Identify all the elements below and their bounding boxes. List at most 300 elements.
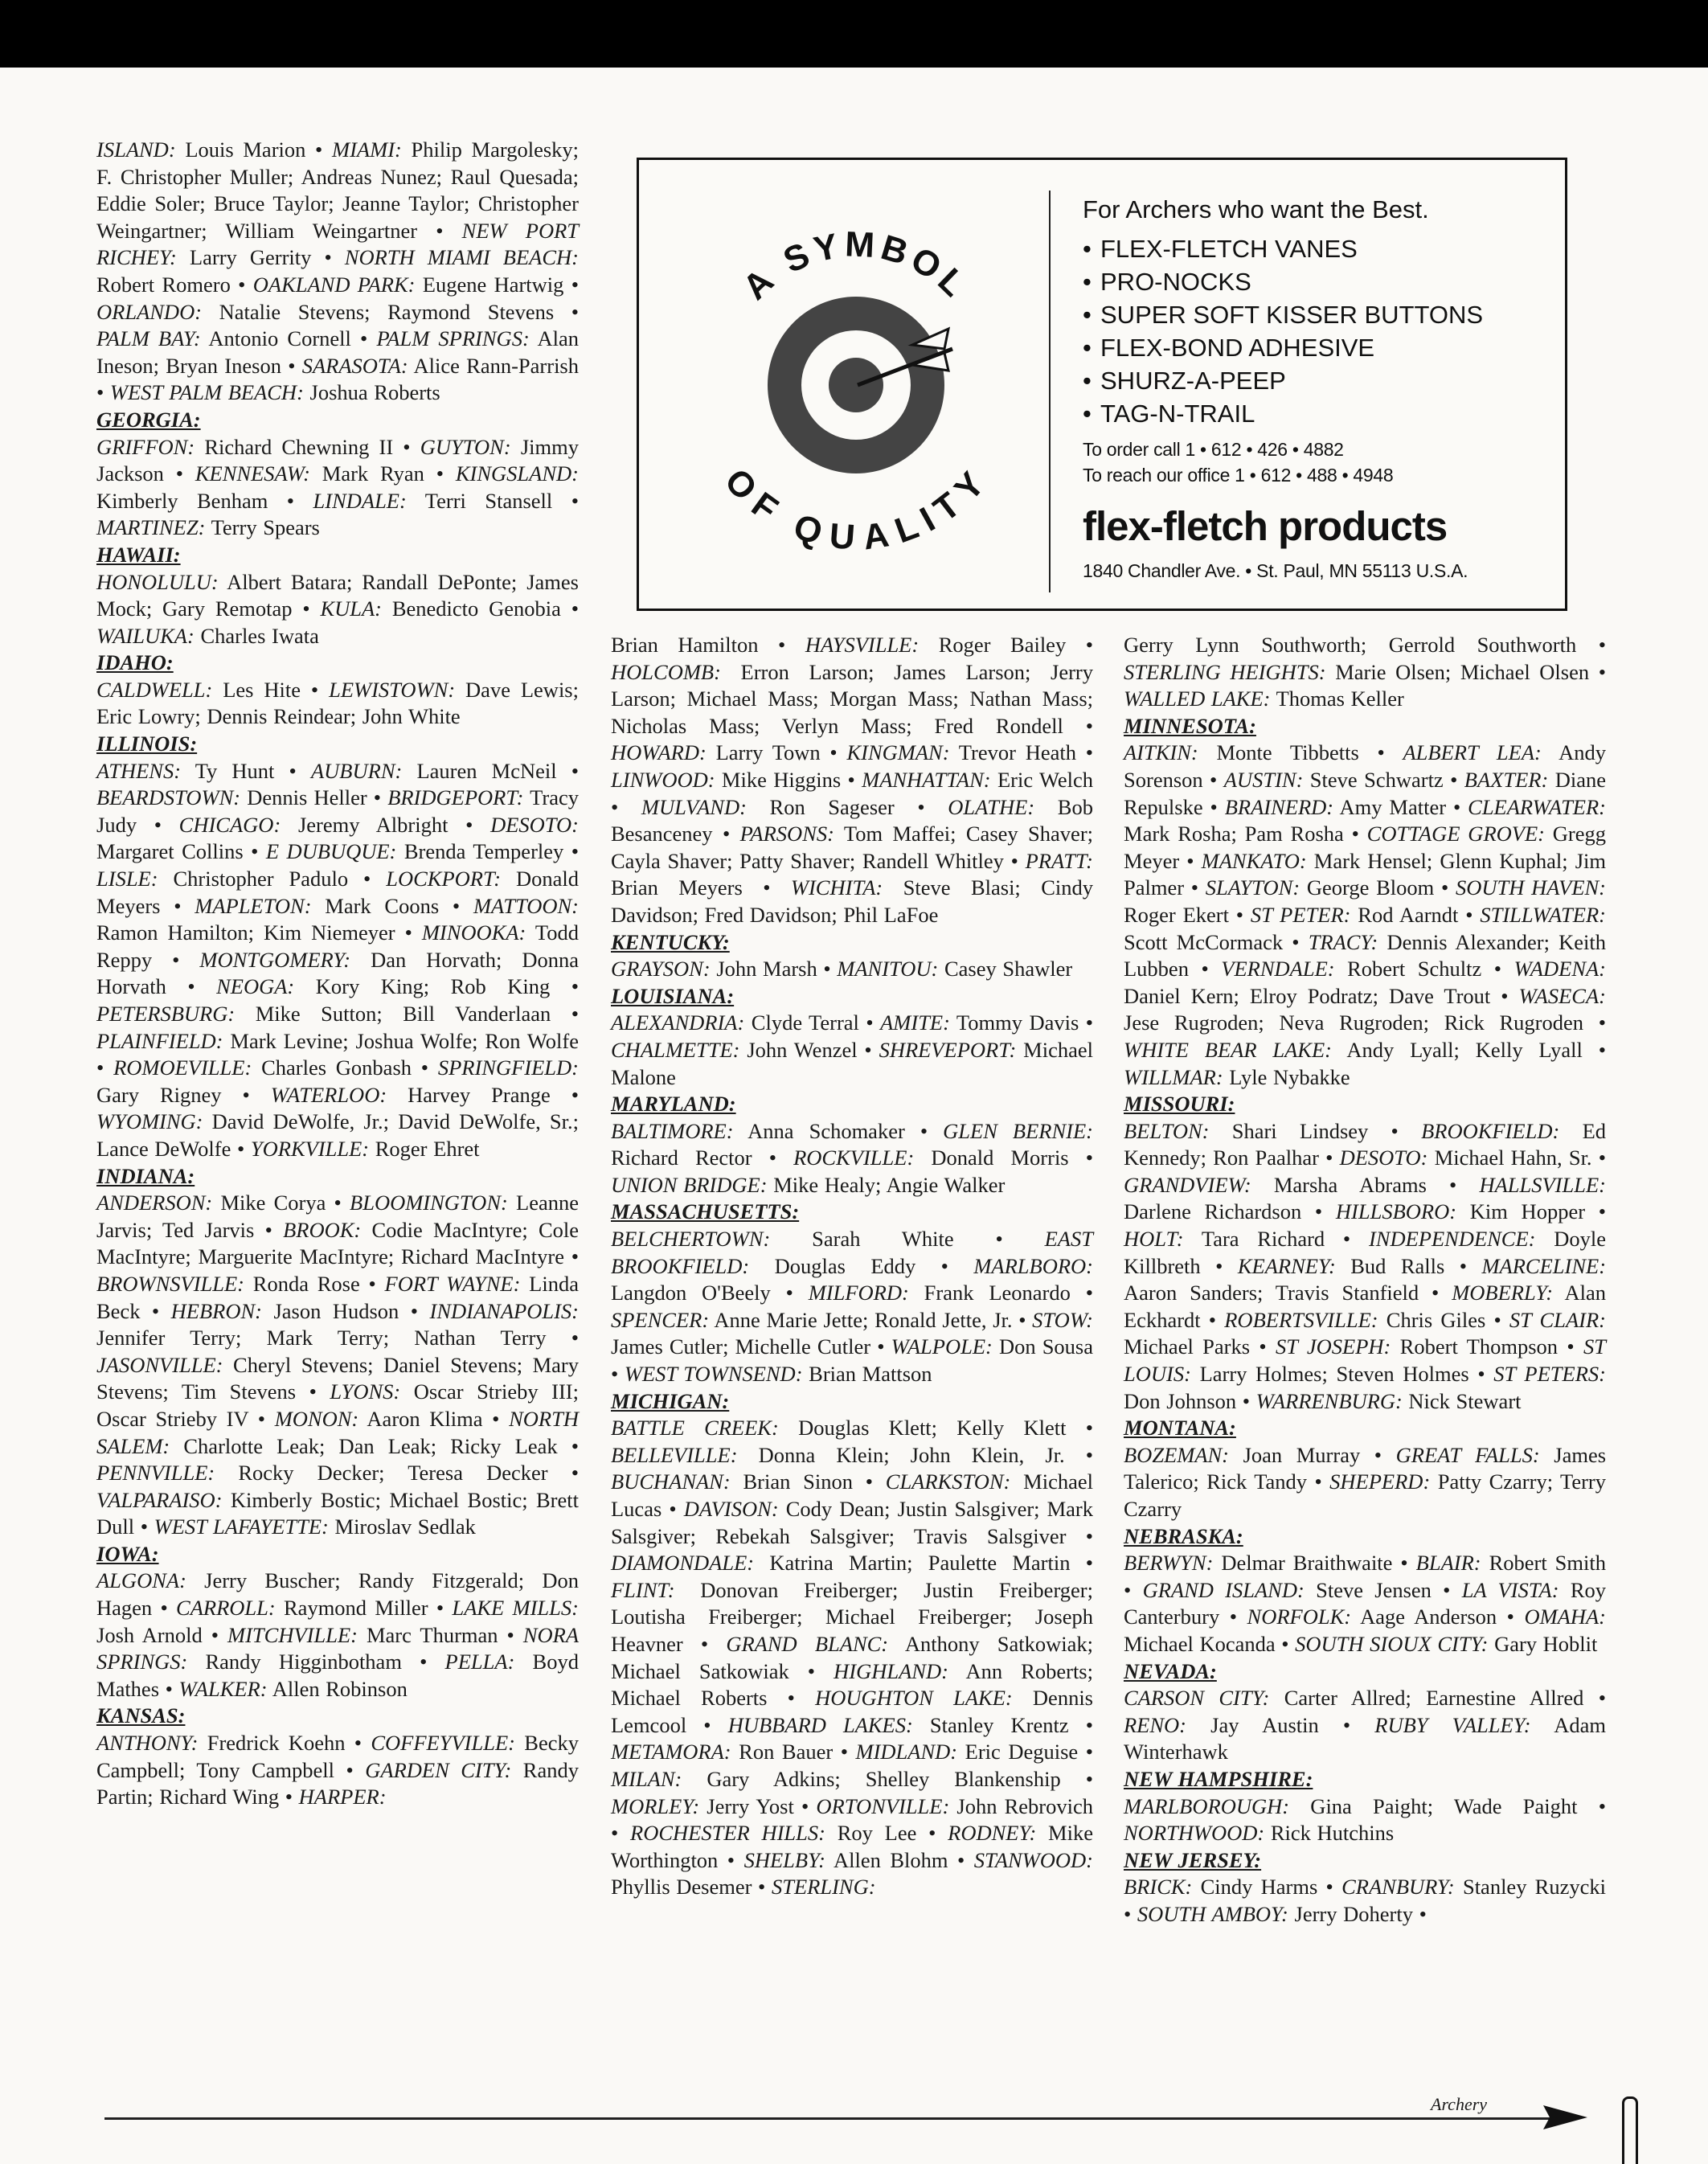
state-paragraph xyxy=(611,956,1093,983)
city-name: HALLSVILLE: xyxy=(1479,1172,1606,1197)
city-name: LINWOOD: xyxy=(611,767,715,792)
product-label: PRO-NOCKS xyxy=(1100,268,1251,296)
city-name: GUYTON: xyxy=(420,434,511,459)
product-item xyxy=(1083,265,1557,298)
state-heading: MICHIGAN: xyxy=(611,1388,730,1413)
city-name: WILLMAR: xyxy=(1124,1064,1223,1089)
member-names: Gina Paight; Wade Paight • xyxy=(1289,1793,1606,1818)
member-names: James Cutler; Michelle Cutler • xyxy=(611,1334,891,1359)
city-name: WHITE BEAR LAKE: xyxy=(1124,1037,1332,1062)
member-names: Phyllis Desemer • xyxy=(611,1875,772,1900)
member-names: Dennis Alexander; Keith Lubben • xyxy=(1124,929,1606,982)
city-name: CARSON CITY: xyxy=(1124,1686,1270,1711)
member-names: Jese Rugroden; Neva Rugroden; Rick Rugroden • xyxy=(1124,1010,1606,1035)
product-label: FLEX-FLETCH VANES xyxy=(1100,235,1358,263)
city-name: HONOLULU: xyxy=(96,569,219,594)
city-name: COFFEYVILLE: xyxy=(371,1731,515,1756)
city-name: BAXTER: xyxy=(1464,767,1549,792)
member-names: Leanne Jarvis; Ted Jarvis • xyxy=(96,1191,579,1242)
city-name: WATERLOO: xyxy=(270,1082,387,1107)
city-name: MANITOU: xyxy=(837,957,939,982)
city-name: BRIDGEPORT: xyxy=(387,785,524,810)
member-names: Douglas Eddy • xyxy=(749,1253,974,1278)
city-name: PALM SPRINGS: xyxy=(376,326,530,351)
city-name: LYONS: xyxy=(330,1379,401,1404)
member-names: Adam Winterhawk xyxy=(1124,1712,1606,1764)
member-names: Dennis Lemcool • xyxy=(611,1686,1093,1737)
city-name: LOCKPORT: xyxy=(386,867,502,891)
city-name: HARPER: xyxy=(298,1785,387,1809)
member-names: Alice Rann-Parrish • xyxy=(96,353,579,405)
member-names: Terri Stansell • xyxy=(406,488,579,513)
member-names: Albert Batara; Randall DePonte; James Mock; Gary Remotap • xyxy=(96,569,579,621)
city-name: NEOGA: xyxy=(216,974,295,999)
member-names: Anna Schomaker • xyxy=(733,1118,944,1143)
city-name: KULA: xyxy=(320,596,383,621)
city-name: SHEPERD: xyxy=(1329,1469,1431,1494)
member-names: Douglas Klett; Kelly Klett • xyxy=(778,1416,1093,1441)
product-item xyxy=(1083,331,1557,364)
city-name: GRAND ISLAND: xyxy=(1142,1577,1305,1602)
city-name: GRANDVIEW: xyxy=(1124,1172,1251,1197)
city-name: MANHATTAN: xyxy=(862,767,991,792)
city-name: BLOOMINGTON: xyxy=(350,1191,508,1215)
member-names: Terry Spears xyxy=(205,515,320,540)
member-names: Lauren McNeil • xyxy=(402,758,580,783)
city-name: RUBY VALLEY: xyxy=(1374,1712,1531,1737)
member-names: Marie Olsen; Michael Olsen • xyxy=(1325,659,1607,684)
member-names: Mark Hensel; Glenn Kuphal; Jim Palmer • xyxy=(1124,848,1606,900)
state-heading: MINNESOTA: xyxy=(1124,713,1256,738)
city-name: MARLBOROUGH: xyxy=(1124,1793,1290,1818)
city-name: BROOK: xyxy=(283,1217,362,1242)
member-names: Brian Meyers • xyxy=(611,875,791,900)
member-names: Charles Iwata xyxy=(194,623,319,648)
member-names: Ann Roberts; Michael Roberts • xyxy=(611,1658,1093,1711)
state-paragraph xyxy=(96,758,579,1163)
city-name: NORA SPRINGS: xyxy=(96,1622,579,1674)
city-name: GLEN BERNIE: xyxy=(943,1118,1093,1143)
city-name: STERLING HEIGHTS: xyxy=(1124,659,1326,684)
member-names: Josh Arnold • xyxy=(96,1622,228,1647)
member-names: Roger Bailey • xyxy=(919,633,1093,657)
city-name: EAST BROOKFIELD: xyxy=(611,1227,1093,1278)
member-names: Cody Dean; Justin Salsgiver; Mark Salsgiver; Rebekah Salsgiver; Travis Salsgiver • xyxy=(611,1497,1094,1548)
state-paragraph xyxy=(96,569,579,650)
state-heading: MONTANA: xyxy=(1124,1416,1236,1441)
member-names: Robert Romero • xyxy=(96,272,253,297)
city-name: NEW PORT RICHEY: xyxy=(96,218,580,270)
member-names: Raymond Miller • xyxy=(275,1596,453,1621)
member-names: Michael Hahn, Sr. • xyxy=(1427,1146,1606,1170)
state-paragraph xyxy=(611,632,1093,929)
member-names: Michael Parks • xyxy=(1124,1334,1276,1359)
city-name: KEARNEY: xyxy=(1237,1253,1336,1278)
city-name: BOZEMAN: xyxy=(1124,1442,1230,1467)
city-name: ISLAND: xyxy=(96,137,176,162)
city-name: HOUGHTON LAKE: xyxy=(815,1686,1013,1711)
city-name: MILAN: xyxy=(611,1766,682,1791)
city-name: WAILUKA: xyxy=(96,623,195,648)
column-1 xyxy=(96,137,579,1811)
city-name: WARRENBURG: xyxy=(1255,1388,1403,1413)
office-phone: To reach our office 1 • 612 • 488 • 4948 xyxy=(1083,465,1394,486)
city-name: ST JOSEPH: xyxy=(1276,1334,1391,1359)
city-name: GREAT FALLS: xyxy=(1395,1442,1540,1467)
brand-address: 1840 Chandler Ave. • St. Paul, MN 55113 U.S.A. xyxy=(1083,560,1468,581)
logo-bottom-text: OF QUALITY xyxy=(716,461,996,558)
member-names: Marc Thurman • xyxy=(357,1622,523,1647)
state-paragraph xyxy=(96,1190,579,1541)
member-names: Roy Lee • xyxy=(825,1821,948,1846)
city-name: HIGHLAND: xyxy=(834,1658,948,1683)
member-names: James Talerico; Rick Tandy • xyxy=(1124,1442,1607,1494)
city-name: PENNVILLE: xyxy=(96,1461,215,1486)
city-name: GARDEN CITY: xyxy=(365,1757,512,1782)
city-name: PETERSBURG: xyxy=(96,1002,236,1026)
city-name: METAMORA: xyxy=(611,1740,731,1764)
city-name: MARLBORO: xyxy=(973,1253,1093,1278)
member-names: Mike Higgins • xyxy=(715,767,862,792)
member-names: Amy Matter • xyxy=(1333,794,1468,819)
member-names: Richard Rector • xyxy=(611,1146,794,1170)
member-names: Ron Bauer • xyxy=(731,1740,856,1764)
member-names: Bud Ralls • xyxy=(1335,1253,1482,1278)
state-paragraph xyxy=(611,1226,1093,1388)
city-name: ST PETER: xyxy=(1250,902,1351,927)
city-name: VALPARAISO: xyxy=(96,1487,223,1512)
member-names: Lyle Nybakke xyxy=(1223,1064,1350,1089)
member-names: Rocky Decker; Teresa Decker • xyxy=(215,1461,579,1486)
city-name: DIAMONDALE: xyxy=(611,1551,755,1576)
member-names: Doyle Killbreth • xyxy=(1124,1227,1607,1278)
member-names: Stanley Ruzycki • xyxy=(1124,1875,1606,1926)
city-name: STILLWATER: xyxy=(1480,902,1606,927)
member-names: Don Johnson • xyxy=(1124,1388,1256,1413)
city-name: ALEXANDRIA: xyxy=(611,1010,745,1035)
member-names: Jerry Buscher; Randy Fitzgerald; Don Hagen • xyxy=(96,1568,579,1621)
state-heading: LOUISIANA: xyxy=(611,983,735,1008)
product-item xyxy=(1083,232,1557,265)
state-paragraph xyxy=(1124,1118,1606,1416)
city-name: SOUTH SIOUX CITY: xyxy=(1295,1631,1489,1656)
city-name: RODNEY: xyxy=(948,1821,1037,1846)
city-name: KENNESAW: xyxy=(195,461,310,486)
city-name: SPRINGFIELD: xyxy=(437,1055,579,1080)
city-name: LISLE: xyxy=(96,867,158,891)
member-names: Diane Repulske • xyxy=(1124,767,1606,819)
state-heading: NEBRASKA: xyxy=(1124,1523,1243,1548)
member-names: Kimberly Benham • xyxy=(96,488,313,513)
member-names: Mark Ryan • xyxy=(309,461,456,486)
city-name: CLARKSTON: xyxy=(885,1469,1011,1494)
member-names: Donald Meyers • xyxy=(96,867,579,918)
city-name: SPENCER: xyxy=(611,1307,710,1332)
bullet-icon: • xyxy=(1083,367,1092,395)
member-names: Stanley Krentz • xyxy=(912,1712,1094,1737)
member-names: Becky Campbell; Tony Campbell • xyxy=(96,1731,579,1782)
city-name: COTTAGE GROVE: xyxy=(1366,822,1545,846)
city-name: BRAINERD: xyxy=(1224,794,1334,819)
product-item xyxy=(1083,298,1557,331)
city-name: NORTH MIAMI BEACH: xyxy=(344,245,579,270)
city-name: CHICAGO: xyxy=(178,812,281,837)
city-name: NORTHWOOD: xyxy=(1124,1821,1265,1846)
member-names: Richard Chewning II • xyxy=(195,434,420,459)
city-name: AUBURN: xyxy=(310,758,403,783)
member-names: Sarah White • xyxy=(770,1227,1045,1252)
member-names: Bob Besanceney • xyxy=(611,794,1093,846)
member-names: Allen Robinson xyxy=(267,1676,408,1701)
member-names: Gary Rigney • xyxy=(96,1082,271,1107)
state-heading: ILLINOIS: xyxy=(96,732,198,756)
city-name: WASECA: xyxy=(1518,983,1606,1008)
city-name: BELTON: xyxy=(1124,1118,1210,1143)
city-name: OLATHE: xyxy=(948,794,1035,819)
bullet-icon: • xyxy=(1083,235,1092,263)
member-names: Mark Coons • xyxy=(311,893,473,918)
city-name: WEST TOWNSEND: xyxy=(624,1362,803,1387)
member-names: Benedicto Genobia • xyxy=(382,596,579,621)
city-name: TRACY: xyxy=(1308,929,1378,954)
state-paragraph xyxy=(96,137,579,407)
member-names: Michael Kocanda • xyxy=(1124,1631,1296,1656)
state-paragraph xyxy=(611,1118,1093,1199)
member-names: Frank Leonardo • xyxy=(908,1281,1093,1305)
member-names: Andy Sorenson • xyxy=(1124,740,1606,792)
member-names: Fredrick Koehn • xyxy=(198,1731,371,1756)
city-name: WEST LAFAYETTE: xyxy=(154,1514,329,1539)
city-name: PALM BAY: xyxy=(96,326,201,351)
member-names: Michael Malone xyxy=(611,1037,1093,1089)
state-heading: KENTUCKY: xyxy=(611,929,730,954)
city-name: OAKLAND PARK: xyxy=(252,272,416,297)
city-name: INDIANAPOLIS: xyxy=(429,1298,579,1323)
member-names: Ed Kennedy; Ron Paalhar • xyxy=(1124,1118,1606,1170)
city-name: STANWOOD: xyxy=(973,1847,1093,1872)
city-name: WALPOLE: xyxy=(891,1334,993,1359)
city-name: FORT WAYNE: xyxy=(384,1271,521,1296)
member-names: Les Hite • xyxy=(212,677,330,702)
city-name: VERNDALE: xyxy=(1221,957,1335,982)
city-name: E DUBUQUE: xyxy=(265,839,397,864)
member-names: Andy Lyall; Kelly Lyall • xyxy=(1331,1037,1606,1062)
flex-fletch-advertisement xyxy=(637,158,1567,611)
state-heading: HAWAII: xyxy=(96,542,181,567)
state-heading: KANSAS: xyxy=(96,1703,186,1728)
member-names: Linda Beck • xyxy=(96,1271,579,1323)
city-name: PELLA: xyxy=(444,1650,515,1674)
member-names: Brian Hamilton • xyxy=(611,633,805,657)
city-name: YORKVILLE: xyxy=(250,1136,370,1161)
member-names: Antonio Cornell • xyxy=(200,326,377,351)
city-name: NORFOLK: xyxy=(1247,1605,1352,1629)
member-names: Scott McCormack • xyxy=(1124,929,1309,954)
city-name: SLAYTON: xyxy=(1205,875,1300,900)
city-name: BELLEVILLE: xyxy=(611,1442,738,1467)
member-names: Roger Ekert • xyxy=(1124,902,1251,927)
city-name: MARTINEZ: xyxy=(96,515,206,540)
state-paragraph xyxy=(611,1415,1093,1901)
city-name: HOLT: xyxy=(1124,1227,1184,1252)
member-names: Donald Morris • xyxy=(914,1146,1093,1170)
city-name: BELCHERTOWN: xyxy=(611,1227,771,1252)
member-names: Louis Marion • xyxy=(175,137,333,162)
city-name: MITCHVILLE: xyxy=(227,1622,358,1647)
city-name: NORTH SALEM: xyxy=(96,1406,579,1458)
member-names: Rick Hutchins xyxy=(1264,1821,1395,1846)
member-names: Miroslav Sedlak xyxy=(328,1514,476,1539)
city-name: JASONVILLE: xyxy=(96,1352,223,1377)
city-name: MARCELINE: xyxy=(1481,1253,1607,1278)
city-name: HOLCOMB: xyxy=(611,659,721,684)
member-names: Darlene Richardson • xyxy=(1124,1199,1336,1224)
state-heading: IDAHO: xyxy=(96,650,174,675)
city-name: BERWYN: xyxy=(1124,1551,1214,1576)
product-item xyxy=(1083,397,1557,430)
state-paragraph xyxy=(1124,1550,1606,1658)
footer-rule xyxy=(104,2117,1567,2120)
city-name: ALBERT LEA: xyxy=(1403,740,1542,765)
member-names: Dave Lewis; Eric Lowry; Dennis Reindear; John White xyxy=(96,677,579,729)
member-names: John Wenzel • xyxy=(739,1037,879,1062)
column-3 xyxy=(1124,632,1606,1928)
state-heading: NEVADA: xyxy=(1124,1658,1217,1683)
city-name: BROWNSVILLE: xyxy=(96,1271,245,1296)
member-names: Randy Partin; Richard Wing • xyxy=(96,1757,579,1809)
member-names: Donna Klein; John Klein, Jr. • xyxy=(737,1442,1093,1467)
svg-text:A SYMBOL xyxy=(735,224,977,307)
member-names: Brenda Temperley • xyxy=(396,839,579,864)
member-names: Jimmy Jackson • xyxy=(96,434,579,486)
member-names: Anthony Satkowiak; Michael Satkowiak • xyxy=(611,1631,1093,1683)
member-names: Chris Giles • xyxy=(1378,1307,1509,1332)
member-names: Jerry Doherty • xyxy=(1288,1901,1427,1926)
member-names: Anne Marie Jette; Ronald Jette, Jr. • xyxy=(709,1307,1033,1332)
city-name: GRAYSON: xyxy=(611,957,711,982)
city-name: KINGSLAND: xyxy=(455,461,579,486)
member-names: Eric Deguise • xyxy=(957,1740,1093,1764)
member-names: Jeremy Albright • xyxy=(281,812,491,837)
symbol-of-quality-logo xyxy=(671,184,1041,586)
member-names: Mark Rosha; Pam Rosha • xyxy=(1124,822,1367,846)
member-names: Kim Hopper • xyxy=(1456,1199,1606,1224)
city-name: MANKATO: xyxy=(1201,848,1307,873)
state-heading: GEORGIA: xyxy=(96,407,201,432)
city-name: ANTHONY: xyxy=(96,1731,199,1756)
bullet-icon: • xyxy=(1083,334,1092,362)
member-names: Donovan Freiberger; Justin Freiberger; Loutisha Freiberger; Michael Freiberger; Joseph Heavner • xyxy=(611,1577,1093,1656)
member-names: Shari Lindsey • xyxy=(1209,1118,1422,1143)
member-names: Jerry Yost • xyxy=(699,1793,817,1818)
member-names: Robert Smith • xyxy=(1124,1551,1606,1602)
city-name: WYOMING: xyxy=(96,1109,203,1134)
member-names: Langdon O'Beely • xyxy=(611,1281,809,1305)
city-name: CARROLL: xyxy=(176,1596,276,1621)
city-name: ORLANDO: xyxy=(96,299,203,324)
city-name: ORTONVILLE: xyxy=(816,1793,950,1818)
brand-name: flex-fletch products xyxy=(1083,503,1448,549)
city-name: ROBERTSVILLE: xyxy=(1224,1307,1378,1332)
city-name: CLEARWATER: xyxy=(1468,794,1607,819)
city-name: CHALMETTE: xyxy=(611,1037,740,1062)
city-name: DESOTO: xyxy=(490,812,580,837)
member-names: Margaret Collins • xyxy=(96,839,266,864)
city-name: PRATT: xyxy=(1025,848,1093,873)
state-heading: NEW JERSEY: xyxy=(1124,1847,1262,1872)
member-names: Mike Worthington • xyxy=(611,1821,1093,1872)
ad-tagline: For Archers who want the Best. xyxy=(1083,195,1429,223)
state-paragraph xyxy=(96,1730,579,1811)
city-name: BLAIR: xyxy=(1415,1551,1481,1576)
city-name: RENO: xyxy=(1124,1712,1187,1737)
member-names: Gary Adkins; Shelley Blankenship • xyxy=(682,1766,1093,1791)
city-name: MATTOON: xyxy=(473,893,579,918)
member-names: Larry Gerrity • xyxy=(176,245,345,270)
city-name: SOUTH AMBOY: xyxy=(1137,1901,1288,1926)
member-names: Codie MacIntyre; Cole MacIntyre; Marguerite MacIntyre; Richard MacIntyre • xyxy=(96,1217,579,1269)
city-name: ANDERSON: xyxy=(96,1191,213,1215)
member-names: Mark Levine; Joshua Wolfe; Ron Wolfe • xyxy=(96,1028,579,1080)
member-names: Cheryl Stevens; Daniel Stevens; Mary Stevens; Tim Stevens • xyxy=(96,1352,579,1404)
bullet-icon: • xyxy=(1083,268,1092,296)
city-name: LA VISTA: xyxy=(1461,1577,1559,1602)
member-names: Joan Murray • xyxy=(1229,1442,1396,1467)
city-name: GRIFFON: xyxy=(96,434,195,459)
city-name: PLAINFIELD: xyxy=(96,1028,223,1053)
order-phone: To order call 1 • 612 • 426 • 4882 xyxy=(1083,439,1344,460)
member-names: Alan Eckhardt • xyxy=(1124,1281,1606,1332)
city-name: PARSONS: xyxy=(739,822,834,846)
member-names: Monte Tibbetts • xyxy=(1198,740,1403,765)
member-names: Katrina Martin; Paulette Martin • xyxy=(754,1551,1093,1576)
product-label: TAG-N-TRAIL xyxy=(1100,400,1255,428)
member-names: Nick Stewart xyxy=(1402,1388,1522,1413)
product-label: SHURZ-A-PEEP xyxy=(1100,367,1286,395)
member-names: Robert Thompson • xyxy=(1391,1334,1583,1359)
member-names: Gerry Lynn Southworth; Gerrold Southworth • xyxy=(1124,633,1606,657)
member-names: Roy Canterbury • xyxy=(1124,1577,1606,1629)
member-names: Tracy Judy • xyxy=(96,785,579,837)
city-name: SHREVEPORT: xyxy=(879,1037,1017,1062)
member-names: Harvey Prange • xyxy=(387,1082,579,1107)
state-paragraph xyxy=(96,434,579,542)
city-name: BEARDSTOWN: xyxy=(96,785,241,810)
member-names: Gregg Meyer • xyxy=(1124,822,1606,873)
member-names: Mike Sutton; Bill Vanderlaan • xyxy=(235,1002,579,1026)
state-heading: MISSOURI: xyxy=(1124,1092,1235,1117)
city-name: OMAHA: xyxy=(1524,1605,1606,1629)
member-names: Ty Hunt • xyxy=(181,758,311,783)
city-name: MIAMI: xyxy=(332,137,402,162)
member-names: Clyde Terral • xyxy=(744,1010,881,1035)
member-names: Ronda Rose • xyxy=(244,1271,385,1296)
state-paragraph xyxy=(96,1568,579,1703)
city-name: ATHENS: xyxy=(96,758,182,783)
member-names: Steve Jensen • xyxy=(1304,1577,1462,1602)
city-name: AUSTIN: xyxy=(1223,767,1304,792)
member-names: Dan Horvath; Donna Horvath • xyxy=(96,947,579,999)
member-names: Aaron Klima • xyxy=(358,1406,510,1431)
page-tab-marker xyxy=(1622,2096,1638,2164)
member-names: Roger Ehret xyxy=(369,1136,480,1161)
member-names: Charlotte Leak; Dan Leak; Ricky Leak • xyxy=(170,1433,579,1458)
member-names: Kimberly Bostic; Michael Bostic; Brett Dull • xyxy=(96,1487,579,1539)
city-name: AITKIN: xyxy=(1124,740,1198,765)
member-names: Trevor Heath • xyxy=(949,740,1094,765)
product-item xyxy=(1083,364,1557,397)
member-names: Jennifer Terry; Mark Terry; Nathan Terry • xyxy=(96,1326,579,1350)
